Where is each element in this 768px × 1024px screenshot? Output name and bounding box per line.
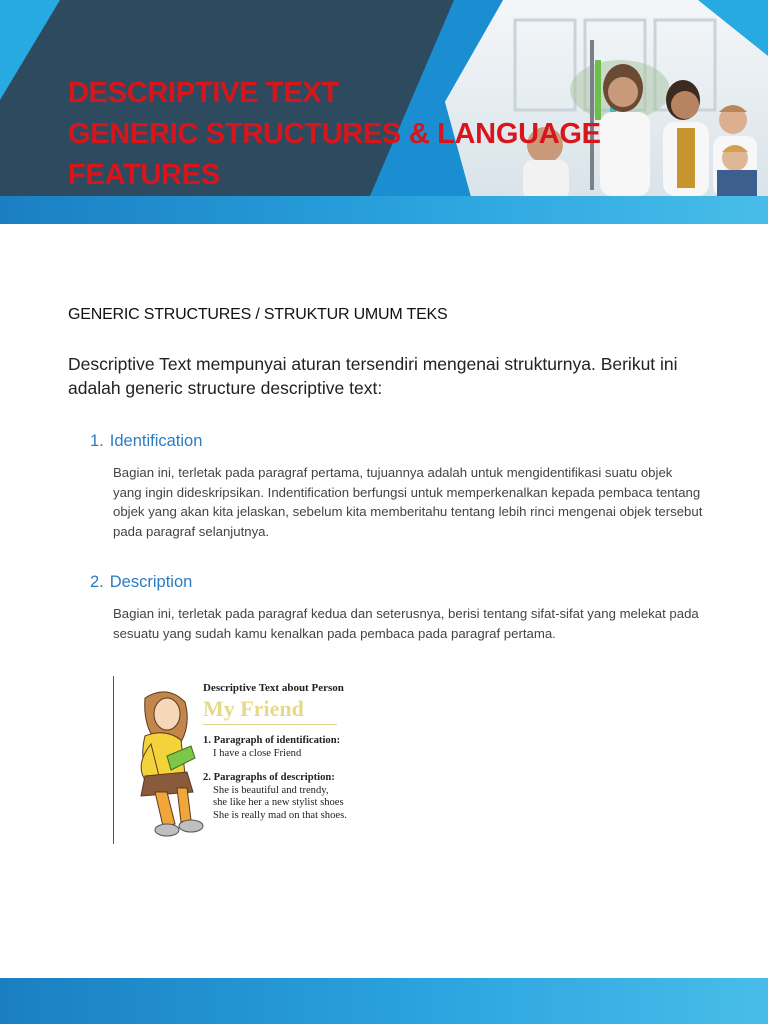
figure-title: My Friend — [203, 696, 304, 721]
girl-reading-illustration — [115, 684, 215, 844]
footer-band — [0, 978, 768, 1024]
item-description-text: Bagian ini, terletak pada paragraf kedua dan seterusnya, berisi tentang sifat-sifat yang melekat pada sesuatu yang sudah kamu kenalkan pada pembaca pada paragraf pertama. — [113, 606, 699, 641]
figure-paragraph-1-text: I have a close Friend — [213, 747, 302, 759]
figure-paragraph-2-line-3: She is really mad on that shoes. — [213, 809, 347, 821]
banner-bottom-strip — [0, 196, 768, 224]
page-title-line-3: FEATURES — [68, 159, 220, 191]
item-number: 1. — [90, 432, 104, 450]
item-title-text: Identification — [109, 432, 203, 450]
figure-paragraph-1-label: 1. Paragraph of identification: — [203, 735, 341, 746]
item-title-text: Description — [109, 573, 193, 591]
figure-paragraph-2-line-1: She is beautiful and trendy, — [213, 784, 329, 796]
intro-paragraph: Descriptive Text mempunyai aturan tersendiri mengenai strukturnya. Berikut ini adalah generic structure descriptive text: — [68, 354, 678, 398]
section-heading: GENERIC STRUCTURES / STRUKTUR UMUM TEKS — [68, 306, 448, 323]
page-title-line-1: DESCRIPTIVE TEXT — [68, 77, 339, 109]
figure-heading: Descriptive Text about Person — [203, 682, 344, 694]
item-description-title — [90, 573, 192, 592]
item-number: 2. — [90, 573, 104, 591]
item-identification-text: Bagian ini, terletak pada paragraf pertama, tujuannya adalah untuk mengidentifikasi suatu objek yang ingin dideskripsikan. Indentification berfungsi untuk memperkenalkan kepada pembaca tentang objek yang akan kita jelaskan, sebelum kita memberitahu tentang lebih rinci mengenai objek tersebut pada paragraf selanjutnya. — [113, 465, 703, 539]
item-identification-title — [90, 432, 202, 451]
page-title — [68, 73, 601, 196]
header-banner — [0, 0, 768, 224]
page-title-line-2: GENERIC STRUCTURES & LANGUAGE — [68, 118, 601, 150]
figure-text-block — [203, 682, 403, 822]
example-figure — [113, 676, 403, 844]
figure-paragraph-2-line-2: she like her a new stylist shoes — [213, 797, 344, 808]
figure-left-rule — [113, 676, 114, 844]
figure-paragraph-2-label: 2. Paragraphs of description: — [203, 772, 335, 783]
